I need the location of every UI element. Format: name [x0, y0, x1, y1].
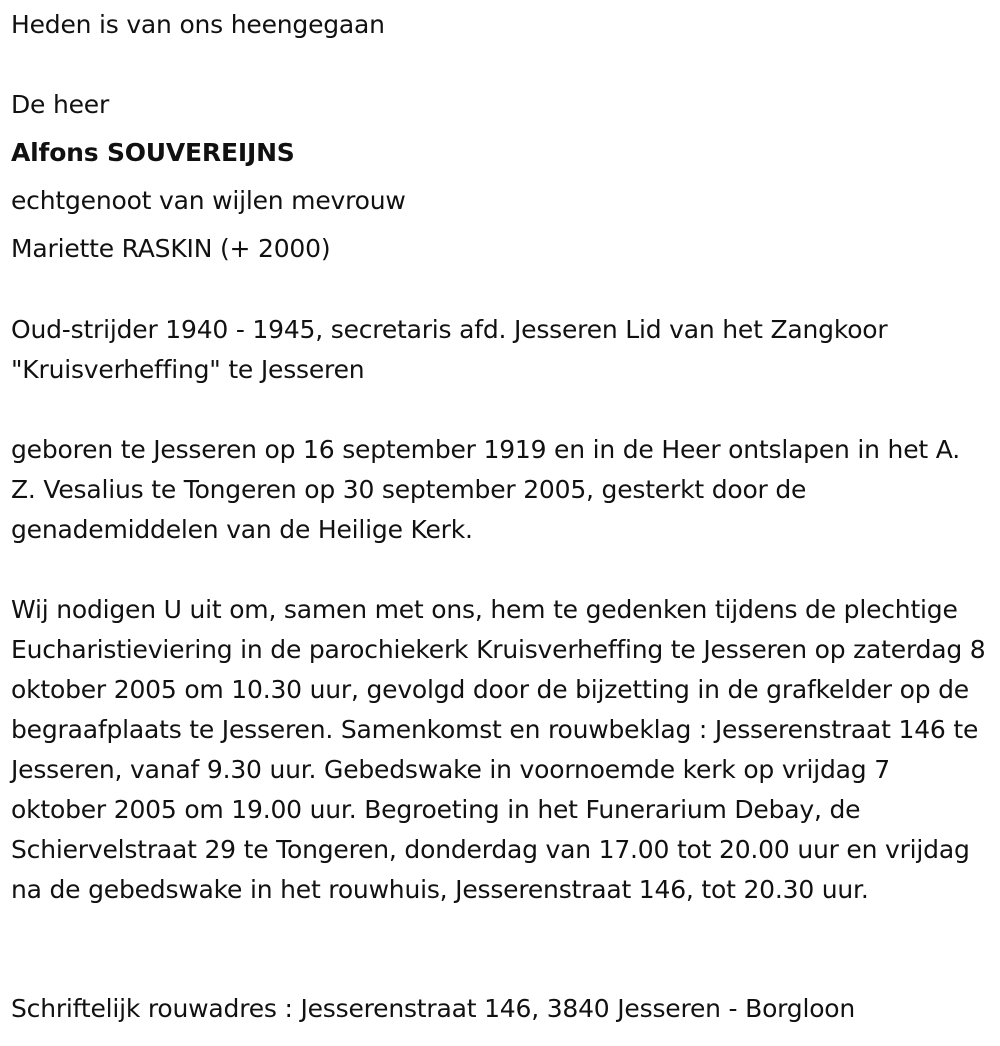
deceased-name: Alfons SOUVEREIJNS	[11, 138, 295, 167]
spouse-line-2: Mariette RASKIN (+ 2000)	[11, 234, 331, 263]
mourning-address: Schriftelijk rouwadres : Jesserenstraat 146, 3840 Jesseren - Borgloon	[11, 994, 856, 1023]
intro-line: Heden is van ons heengegaan	[11, 10, 385, 39]
biography-paragraph: Oud-strijder 1940 - 1945, secretaris afd. Jesseren Lid van het Zangkoor "Kruisverheffing" te Jesseren	[11, 315, 888, 384]
invitation-paragraph: Wij nodigen U uit om, samen met ons, hem te gedenken tijdens de plechtige Eucharistieviering in de parochiekerk Kruisverheffing te Jesseren op zaterdag 8 oktober 2005 om 10.30 uur, gevolgd door de bijzetting in de grafkelder op de begraafplaats te Jesseren. Samenkomst en rouwbeklag : Jesserenstraat 146 te Jesseren, vanaf 9.30 uur. Gebedswake in voornoemde kerk op vrijdag 7 oktober 2005 om 19.00 uur. Begroeting in het Funerarium Debay, de Schiervelstraat 29 te Tongeren, donderdag van 17.00 tot 20.00 uur en vrijdag na de gebedswake in het rouwhuis, Jesserenstraat 146, tot 20.30 uur.	[11, 595, 986, 904]
salutation: De heer	[11, 90, 110, 119]
birth-death-paragraph: geboren te Jesseren op 16 september 1919 en in de Heer ontslapen in het A. Z. Vesalius te Tongeren op 30 september 2005, gesterkt door de genademiddelen van de Heilige Kerk.	[11, 435, 960, 544]
spouse-line-1: echtgenoot van wijlen mevrouw	[11, 186, 406, 215]
